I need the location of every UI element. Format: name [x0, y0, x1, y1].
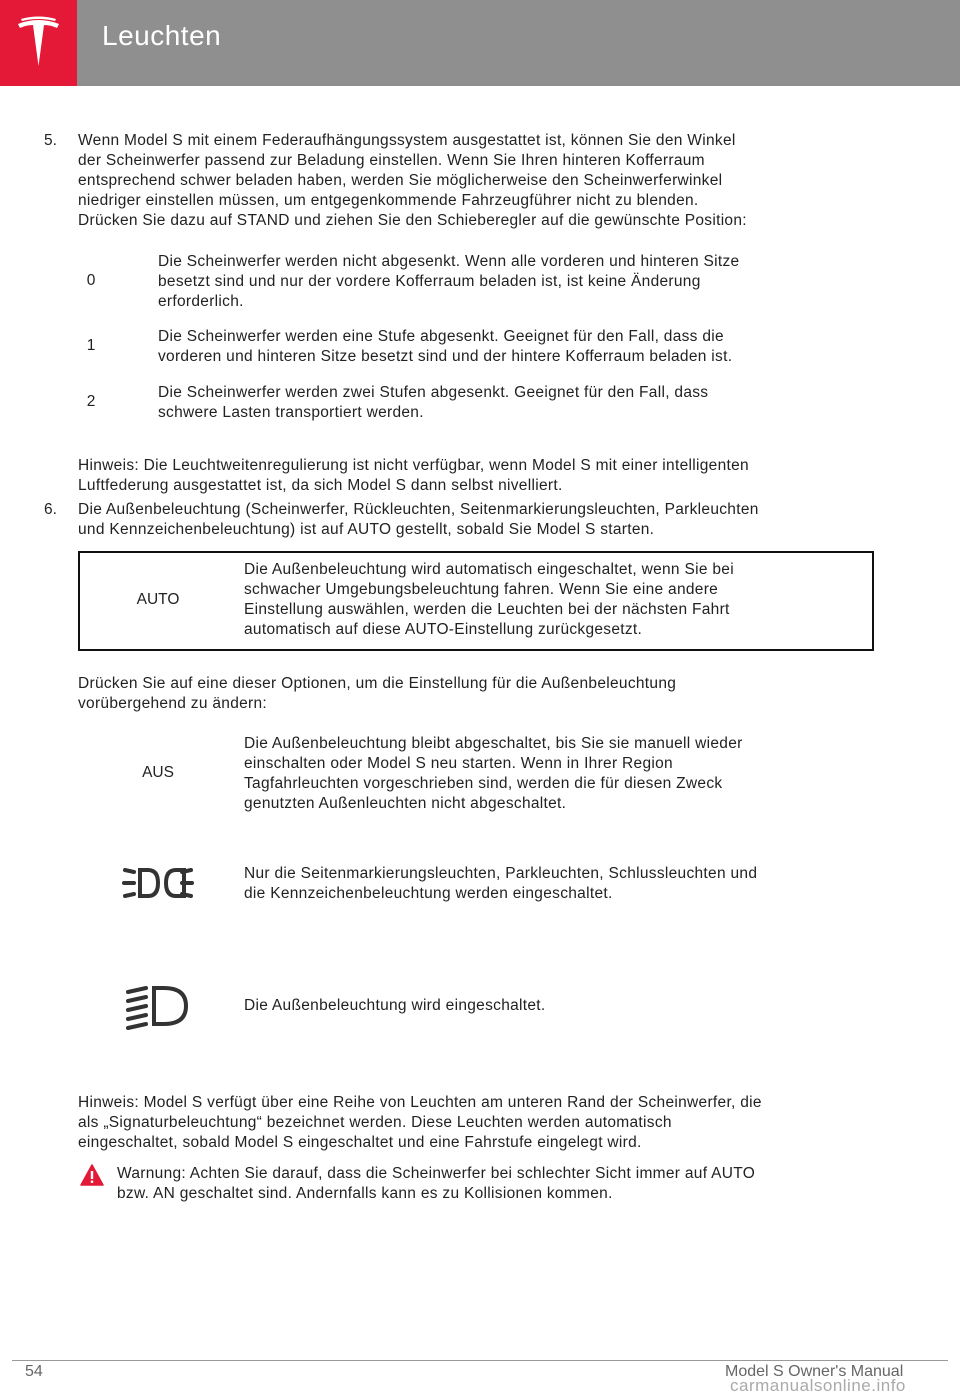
footer-divider: [12, 1360, 948, 1361]
table-key: 0: [86, 272, 96, 289]
table-key: 2: [86, 393, 96, 410]
list-number: 6.: [44, 501, 57, 518]
table-cell-line: Die Scheinwerfer werden nicht abgesenkt. Wenn alle vorderen und hinteren Sitze: [158, 253, 740, 270]
page-title: Leuchten: [102, 20, 222, 51]
paragraph-line: niedriger einstellen müssen, um entgegenkommende Fahrzeugführer nicht zu blenden.: [78, 192, 699, 209]
table-cell-line: Nur die Seitenmarkierungsleuchten, Parkleuchten, Schlussleuchten und: [244, 865, 758, 882]
note-line: Hinweis: Die Leuchtweitenregulierung ist nicht verfügbar, wenn Model S mit einer intelligenten: [78, 457, 749, 474]
table-cell-line: schwacher Umgebungsbeleuchtung fahren. Wenn Sie eine andere: [244, 581, 719, 598]
note-line: als „Signaturbeleuchtung“ bezeichnet werden. Diese Leuchten werden automatisch: [78, 1114, 672, 1131]
paragraph-line: Die Außenbeleuchtung (Scheinwerfer, Rückleuchten, Seitenmarkierungsleuchten, Parkleuchten: [78, 501, 759, 518]
table-cell-line: die Kennzeichenbeleuchtung werden eingeschaltet.: [244, 885, 613, 902]
table-cell-line: vorderen und hinteren Sitze besetzt sind und der hintere Kofferraum beladen ist.: [158, 348, 733, 365]
table-cell-line: schwere Lasten transportiert werden.: [158, 404, 424, 421]
paragraph-line: Drücken Sie dazu auf STAND und ziehen Sie den Schieberegler auf die gewünschte Position:: [78, 212, 747, 229]
table-cell-line: Die Scheinwerfer werden eine Stufe abgesenkt. Geeignet für den Fall, dass die: [158, 328, 724, 345]
table-key: AUS: [142, 764, 174, 781]
parking-lights-icon: [120, 860, 196, 906]
warning-triangle-icon: [80, 1164, 104, 1186]
low-beam-icon: [124, 984, 190, 1034]
table-cell-line: automatisch auf diese AUTO-Einstellung zurückgesetzt.: [244, 621, 643, 638]
note-line: Luftfederung ausgestattet ist, da sich Model S dann selbst nivelliert.: [78, 477, 563, 494]
warning-line: bzw. AN geschaltet sind. Andernfalls kann es zu Kollisionen kommen.: [117, 1185, 613, 1202]
paragraph-line: entsprechend schwer beladen haben, werden Sie möglicherweise den Scheinwerferwinkel: [78, 172, 723, 189]
table-cell-line: einschalten oder Model S neu starten. Wenn in Ihrer Region: [244, 755, 673, 772]
manual-title: Model S Owner's Manual: [725, 1363, 904, 1380]
paragraph-line: Drücken Sie auf eine dieser Optionen, um die Einstellung für die Außenbeleuchtung: [78, 675, 677, 692]
table-cell-line: Tagfahrleuchten vorgeschrieben sind, werden die für diesen Zweck: [244, 775, 723, 792]
paragraph-line: Wenn Model S mit einem Federaufhängungssystem ausgestattet ist, können Sie den Winkel: [78, 132, 736, 149]
table-cell-line: erforderlich.: [158, 293, 244, 310]
brand-logo: [0, 0, 77, 86]
table-cell-line: Die Außenbeleuchtung wird automatisch eingeschaltet, wenn Sie bei: [244, 561, 734, 578]
table-cell-line: Einstellung auswählen, werden die Leuchten bei der nächsten Fahrt: [244, 601, 730, 618]
warning-line: Warnung: Achten Sie darauf, dass die Scheinwerfer bei schlechter Sicht immer auf AUTO: [117, 1165, 756, 1182]
list-number: 5.: [44, 132, 57, 149]
watermark: carmanualsonline.info: [730, 1376, 906, 1395]
table-cell-line: Die Außenbeleuchtung bleibt abgeschaltet, bis Sie sie manuell wieder: [244, 735, 743, 752]
table-key: 1: [86, 337, 96, 354]
note-line: eingeschaltet, sobald Model S eingeschaltet und eine Fahrstufe eingelegt wird.: [78, 1134, 642, 1151]
paragraph-line: und Kennzeichenbeleuchtung) ist auf AUTO gestellt, sobald Sie Model S starten.: [78, 521, 655, 538]
table-cell-line: besetzt sind und nur der vordere Kofferraum beladen ist, ist keine Änderung: [158, 273, 701, 290]
page-header: [0, 0, 960, 86]
page-number: 54: [25, 1363, 43, 1380]
paragraph-line: vorübergehend zu ändern:: [78, 695, 268, 712]
note-line: Hinweis: Model S verfügt über eine Reihe von Leuchten am unteren Rand der Scheinwerfer, die: [78, 1094, 762, 1111]
table-cell-line: Die Scheinwerfer werden zwei Stufen abgesenkt. Geeignet für den Fall, dass: [158, 384, 709, 401]
paragraph-line: der Scheinwerfer passend zur Beladung einstellen. Wenn Sie Ihren hinteren Kofferraum: [78, 152, 705, 169]
table-cell-line: genutzten Außenleuchten nicht abgeschaltet.: [244, 795, 567, 812]
table-key: AUTO: [136, 591, 180, 608]
table-cell-line: Die Außenbeleuchtung wird eingeschaltet.: [244, 997, 546, 1014]
tesla-logo-icon: [16, 16, 61, 70]
